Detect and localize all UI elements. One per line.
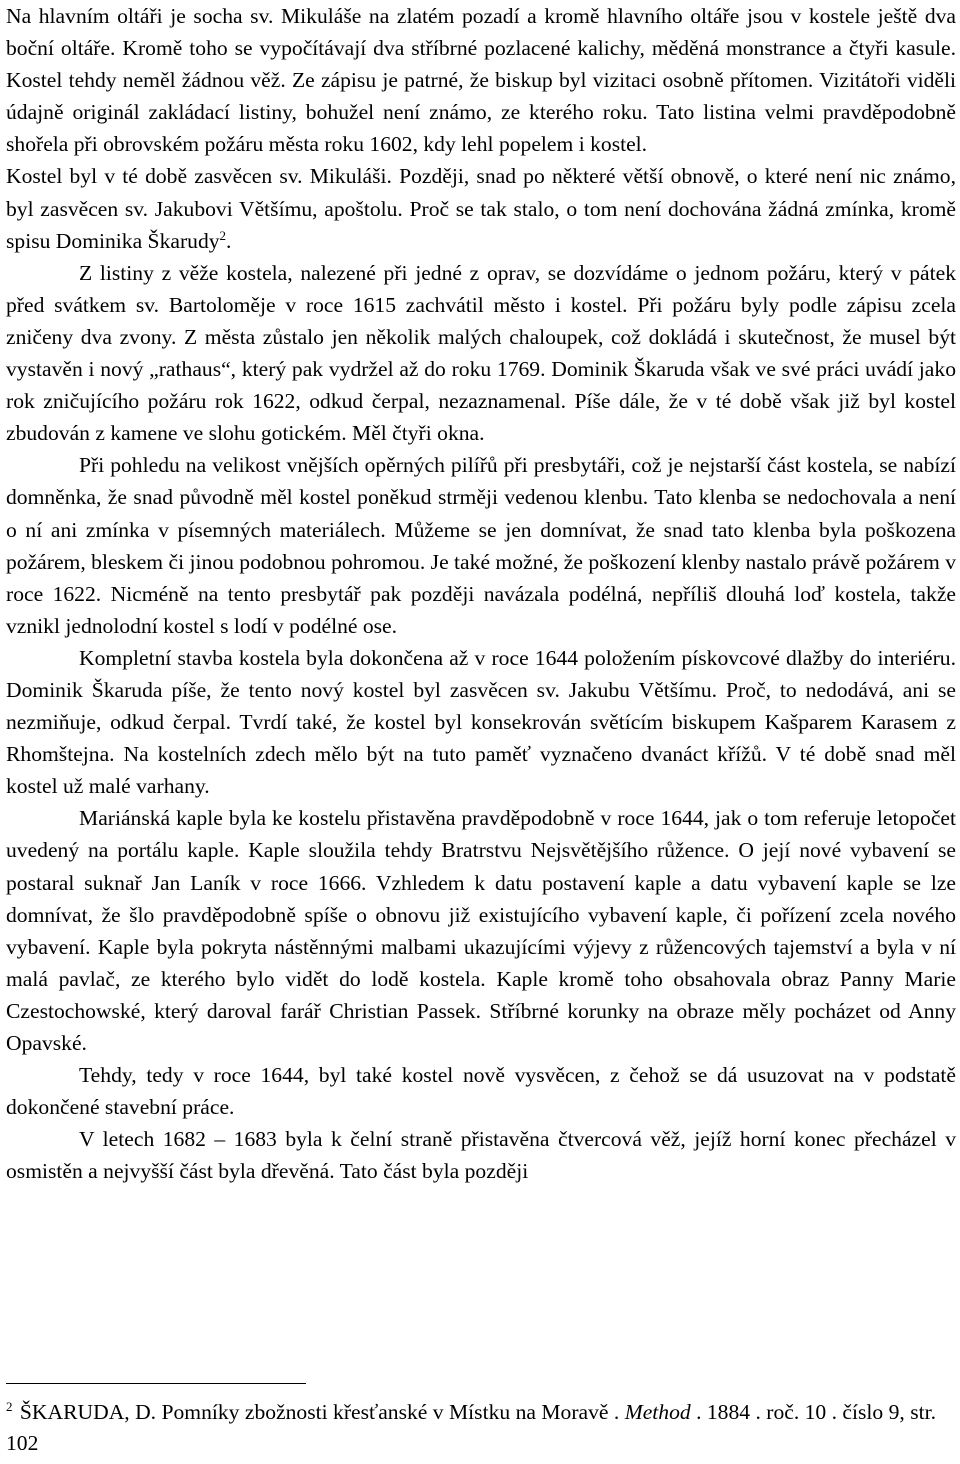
footnote	[6, 1397, 956, 1459]
paragraph: Na hlavním oltáři je socha sv. Mikuláše na zlatém pozadí a kromě hlavního oltáře jsou v kostele ještě dva boční oltáře. Kromě toho se vypočítávají dva stříbrné pozlacené kalichy, měděná monstrance a čtyři kasule. Kostel tehdy neměl žádnou věž. Ze zápisu je patrné, že biskup byl vizitaci osobně přítomen. Vizitátoři viděli údajně originál zakládací listiny, bohužel není známo, ze kterého roku. Tato listina velmi pravděpodobně shořela při obrovském požáru města roku 1602, kdy lehl popelem i kostel.	[6, 4, 956, 157]
paragraph	[6, 160, 956, 256]
footnote-text-end: . 1884 . roč. 10 . číslo 9, str. 102	[6, 1400, 936, 1455]
footnote-italic-title: Method	[624, 1400, 691, 1424]
paragraph: Při pohledu na velikost vnějších opěrných pilířů při presbytáři, což je nejstarší část kostela, se nabízí domněnka, že snad původně měl kostel poněkud strměji vedenou klenbu. Tato klenba se nedochovala a není o ní ani zmínka v písemných materiálech. Můžeme se jen domnívat, že snad tato klenba byla poškozena požárem, bleskem či jinou podobnou pohromou. Je také možné, že poškození klenby nastalo právě požárem v roce 1622. Nicméně na tento presbytář pak později navázala podélná, nepříliš dlouhá loď kostela, takže vznikl jednolodní kostel s lodí v podélné ose.	[6, 453, 956, 638]
footnote-separator	[6, 1383, 306, 1384]
footnote-text: ŠKARUDA, D. Pomníky zbožnosti křesťanské v Místku na Moravě .	[19, 1400, 625, 1424]
paragraph-end: .	[226, 228, 232, 253]
paragraph: Mariánská kaple byla ke kostelu přistavěna pravděpodobně v roce 1644, jak o tom referuje letopočet uvedený na portálu kaple. Kaple sloužila tehdy Bratrstvu Nejsvětějšího růžence. O její nové vybavení se postaral suknař Jan Laník v roce 1666. Vzhledem k datu postavení kaple a datu vybavení kaple se lze domnívat, že šlo pravděpodobně spíše o obnovu již existujícího vybavení kaple, či pořízení zcela nového vybavení. Kaple byla pokryta nástěnnými malbami ukazujícími výjevy z růžencových tajemství a byla v ní malá pavlač, ze kterého bylo vidět do lodě kostela. Kaple kromě toho obsahovala obraz Panny Marie Czestochowské, který daroval farář Christian Passek. Stříbrné korunky na obraze měly pocházet od Anny Opavské.	[6, 806, 956, 1055]
document-page	[6, 0, 956, 1187]
paragraph: Tehdy, tedy v roce 1644, byl také kostel nově vysvěcen, z čehož se dá usuzovat na v podstatě dokončené stavební práce.	[6, 1063, 956, 1120]
paragraph: Kompletní stavba kostela byla dokončena až v roce 1644 položením pískovcové dlažby do interiéru. Dominik Škaruda píše, že tento nový kostel byl zasvěcen sv. Jakubu Většímu. Proč, to nedodává, ani se nezmiňuje, odkud čerpal. Tvrdí také, že kostel byl konsekrován světícím biskupem Kašparem Karasem z Rhomštejna. Na kostelních zdech mělo být na tuto paměť vyznačeno dvanáct křížů. V té době snad měl kostel už malé varhany.	[6, 645, 956, 799]
paragraph: V letech 1682 – 1683 byla k čelní straně přistavěna čtvercová věž, jejíž horní konec přecházel v osmistěn a nejvyšší část byla dřevěná. Tato část byla později	[6, 1127, 956, 1184]
footnote-mark: 2	[6, 1399, 13, 1414]
paragraph: Z listiny z věže kostela, nalezené při jedné z oprav, se dozvídáme o jednom požáru, který v pátek před svátkem sv. Bartoloměje v roce 1615 zachvátil město i kostel. Při požáru byly podle zápisu zcela zničeny dva zvony. Z města zůstalo jen několik malých chaloupek, což dokládá i skutečnost, že musel být vystavěn i nový „rathaus“, který pak vydržel až do roku 1769. Dominik Škaruda však ve své práci uvádí jako rok zničujícího požáru rok 1622, odkud čerpal, nezaznamenal. Píše dále, že v té době však již byl kostel zbudován z kamene ve slohu gotickém. Měl čtyři okna.	[6, 260, 956, 446]
footnote-area	[6, 1383, 956, 1459]
paragraph-text: Kostel byl v té době zasvěcen sv. Mikuláši. Později, snad po některé větší obnově, o které není nic známo, byl zasvěcen sv. Jakubovi Většímu, apoštolu. Proč se tak stalo, o tom není dochována žádná zmínka, kromě spisu Dominika Škarudy	[6, 164, 956, 253]
footnote-reference[interactable]: 2	[219, 227, 227, 243]
